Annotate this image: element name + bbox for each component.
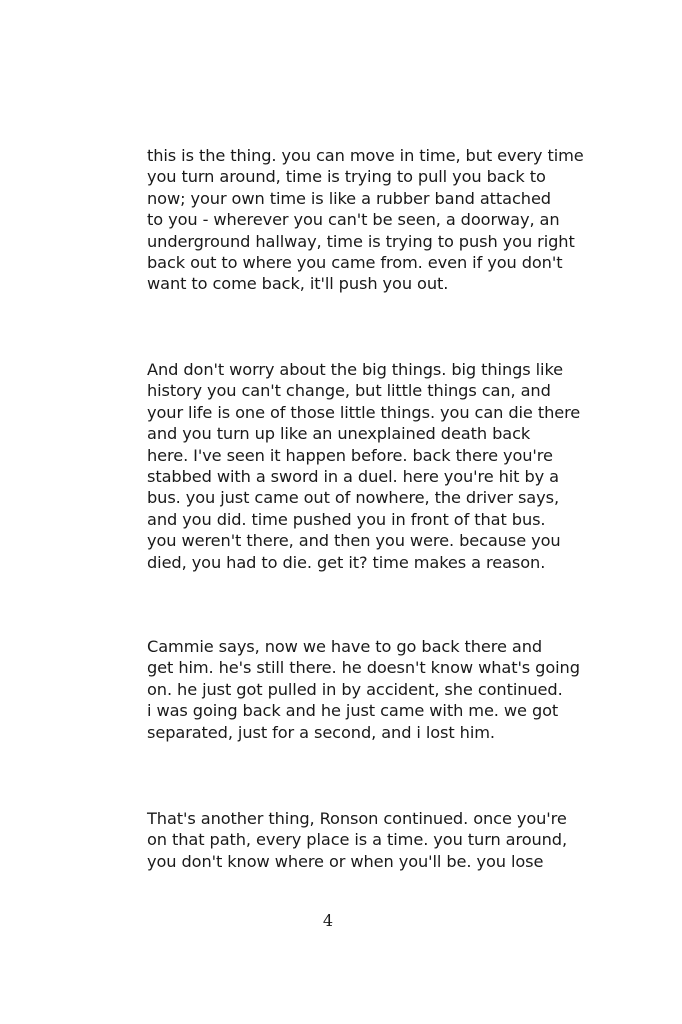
paragraph-4 [147, 808, 637, 872]
paragraph-3 [147, 636, 637, 743]
text-line: to you - wherever you can't be seen, a doorway, an [147, 210, 560, 230]
text-line: That's another thing, Ronson continued. once you're [147, 809, 567, 828]
page-number: 4 [322, 911, 334, 930]
text-line: you weren't there, and then you were. because you [147, 531, 561, 551]
text-line: back out to where you came from. even if you don't [147, 253, 563, 273]
paragraph-1 [147, 145, 637, 295]
text-line: underground hallway, time is trying to push you right [147, 231, 575, 251]
text-line: here. I've seen it happen before. back there you're [147, 445, 553, 465]
text-line: on. he just got pulled in by accident, she continued. [147, 679, 563, 699]
text-line: and you did. time pushed you in front of that bus. [147, 509, 546, 529]
text-line: on that path, every place is a time. you turn around, [147, 830, 568, 850]
text-line: Cammie says, now we have to go back there and [147, 637, 543, 656]
text-line: get him. he's still there. he doesn't know what's going [147, 658, 580, 678]
text-line: you turn around, time is trying to pull you back to [147, 167, 546, 187]
text-line: And don't worry about the big things. big things like [147, 360, 564, 379]
text-line: died, you had to die. get it? time makes a reason. [147, 552, 546, 572]
text-line: now; your own time is like a rubber band attached [147, 188, 551, 208]
text-line: separated, just for a second, and i lost him. [147, 722, 495, 742]
text-line: your life is one of those little things. you can die there [147, 402, 581, 422]
text-line: this is the thing. you can move in time, but every time [147, 146, 584, 165]
text-line: want to come back, it'll push you out. [147, 274, 449, 294]
text-line: you don't know where or when you'll be. you lose [147, 851, 544, 871]
paragraph-2 [147, 359, 637, 573]
text-line: history you can't change, but little things can, and [147, 381, 551, 401]
text-line: bus. you just came out of nowhere, the driver says, [147, 488, 559, 508]
text-line: stabbed with a sword in a duel. here you're hit by a [147, 467, 559, 487]
text-line: i was going back and he just came with me. we got [147, 701, 559, 721]
text-line: and you turn up like an unexplained death back [147, 424, 531, 444]
